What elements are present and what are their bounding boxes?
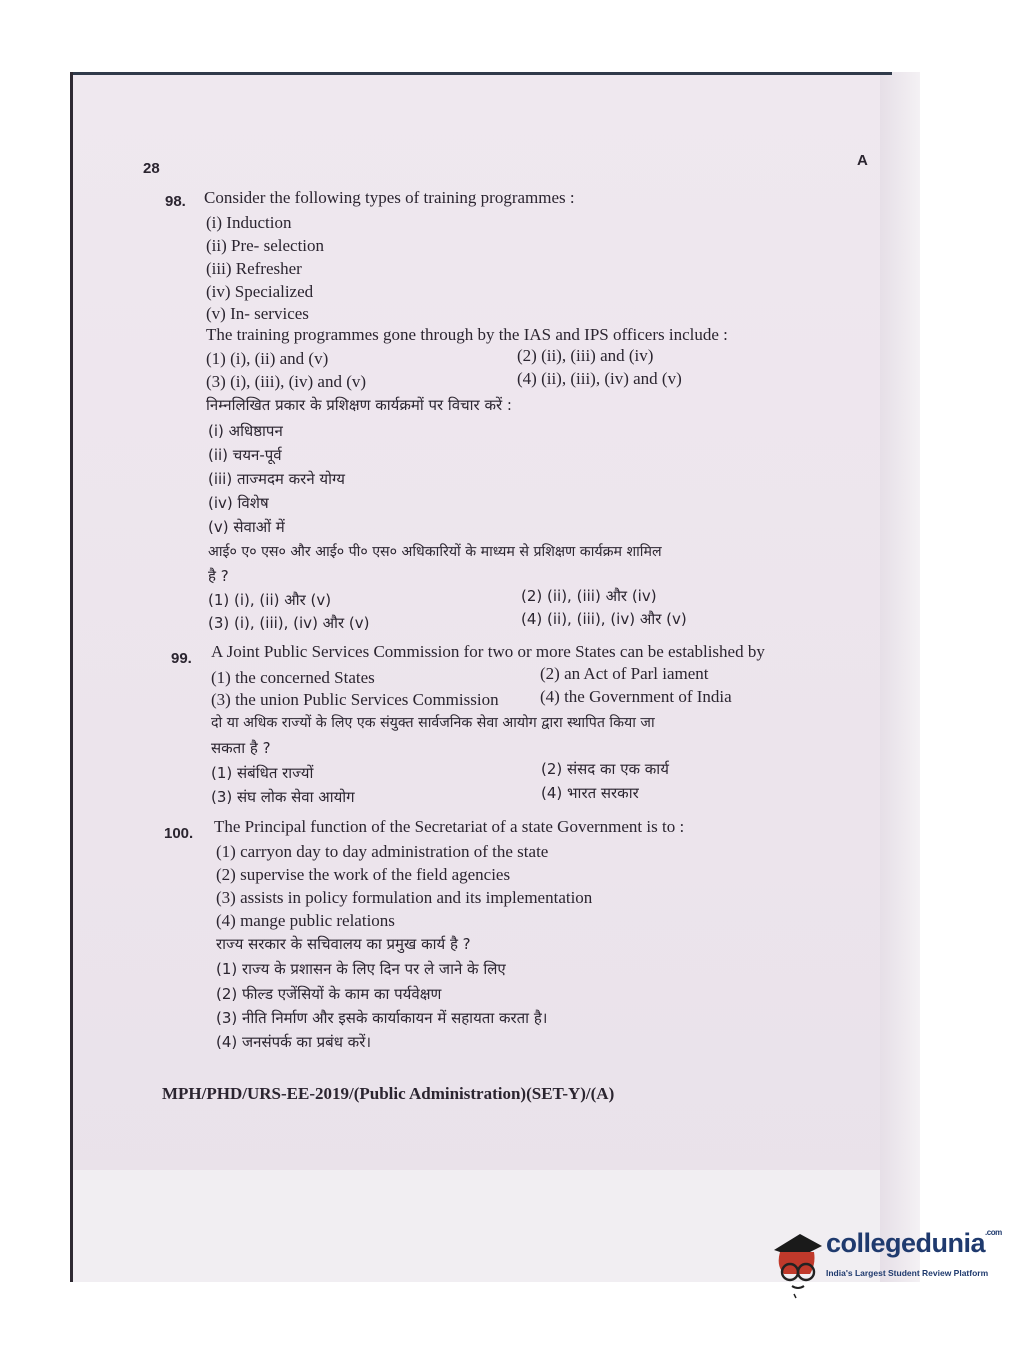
q99-hindi-option: (3) संघ लोक सेवा आयोग — [211, 788, 355, 806]
q98-item: (i) Induction — [206, 213, 292, 232]
q98-hindi-option: (2) (ii), (iii) और (iv) — [521, 587, 657, 605]
collegedunia-logo — [770, 1222, 1000, 1302]
q98-option: (2) (ii), (iii) and (iv) — [517, 346, 654, 365]
q98-question: Consider the following types of training programmes : — [204, 188, 575, 207]
q100-hindi-option: (1) राज्य के प्रशासन के लिए दिन पर ले जाने के लिए — [216, 960, 506, 978]
q98-hindi-stem: आई० ए० एस० और आई० पी० एस० अधिकारियों के माध्यम से प्रशिक्षण कार्यक्रम शामिल — [208, 544, 662, 560]
logo-wordmark: collegedunia$^{.com}$ — [826, 1228, 1002, 1258]
mascot-icon — [770, 1222, 824, 1300]
q98-item: (iii) Refresher — [206, 259, 302, 278]
q100-hindi-question: राज्य सरकार के सचिवालय का प्रमुख कार्य है ? — [216, 935, 471, 953]
q98-hindi-item: (v) सेवाओं में — [208, 518, 285, 536]
top-border — [72, 72, 892, 75]
q98-hindi-question: निम्नलिखित प्रकार के प्रशिक्षण कार्यक्रमों पर विचार करें : — [206, 396, 512, 414]
page-number: 28 — [143, 160, 160, 177]
q98-item: (iv) Specialized — [206, 282, 314, 301]
q98-hindi-item: (iii) ताज्मदम करने योग्य — [208, 470, 345, 488]
q100-hindi-option: (3) नीति निर्माण और इसके कार्याकायन में सहायता करता है। — [216, 1009, 548, 1027]
q98-hindi-item: (iv) विशेष — [208, 494, 269, 512]
q99-hindi-question: दो या अधिक राज्यों के लिए एक संयुक्त सार्वजनिक सेवा आयोग द्वारा स्थापित किया जा — [211, 715, 655, 731]
left-border — [70, 72, 73, 1282]
q100-hindi-option: (4) जनसंपर्क का प्रबंध करें। — [216, 1033, 372, 1051]
q99-hindi-option: (1) संबंधित राज्यों — [211, 764, 314, 782]
paper-code-footer: MPH/PHD/URS-EE-2019/(Public Administration)(SET-Y)/(A) — [162, 1084, 615, 1103]
q100-option: (2) supervise the work of the field agencies — [216, 865, 511, 884]
q99-hindi-option: (2) संसद का एक कार्य — [541, 760, 669, 778]
q99-option: (4) the Government of India — [540, 687, 732, 706]
q98-number: 98. — [165, 193, 186, 210]
q99-option: (2) an Act of Parl iament — [540, 664, 709, 683]
q98-option: (4) (ii), (iii), (iv) and (v) — [517, 369, 682, 388]
q98-hindi-option: (3) (i), (iii), (iv) और (v) — [208, 614, 370, 632]
q100-option: (4) mange public relations — [216, 911, 395, 930]
q98-hindi-option: (4) (ii), (iii), (iv) और (v) — [521, 610, 687, 628]
q99-number: 99. — [171, 650, 192, 667]
page-edge-shadow — [880, 72, 920, 1282]
q99-question: A Joint Public Services Commission for two or more States can be established by — [211, 642, 765, 661]
q99-hindi-option: (4) भारत सरकार — [541, 784, 639, 802]
q98-option: (1) (i), (ii) and (v) — [206, 349, 329, 368]
q100-option: (3) assists in policy formulation and its implementation — [216, 888, 593, 907]
q99-option: (3) the union Public Services Commission — [211, 690, 499, 709]
q100-option: (1) carryon day to day administration of the state — [216, 842, 549, 861]
q98-item: (ii) Pre- selection — [206, 236, 325, 255]
q98-option: (3) (i), (iii), (iv) and (v) — [206, 372, 367, 391]
q100-hindi-option: (2) फील्ड एजेंसियों के काम का पर्यवेक्षण — [216, 985, 442, 1003]
q98-hindi-option: (1) (i), (ii) और (v) — [208, 591, 332, 609]
q98-hindi-item: (i) अधिष्ठापन — [208, 422, 283, 440]
q99-option: (1) the concerned States — [211, 668, 375, 687]
q98-stem: The training programmes gone through by the IAS and IPS officers include : — [206, 325, 728, 344]
q100-question: The Principal function of the Secretariat of a state Government is to : — [214, 817, 685, 836]
q98-hindi-item: (ii) चयन-पूर्व — [208, 446, 282, 464]
logo-tagline: India's Largest Student Review Platform — [826, 1268, 989, 1278]
set-letter: A — [857, 152, 868, 169]
q98-hindi-stem-end: है ? — [208, 567, 229, 585]
q99-hindi-question-end: सकता है ? — [211, 739, 271, 757]
q98-item: (v) In- services — [206, 304, 309, 323]
q100-number: 100. — [164, 825, 194, 842]
